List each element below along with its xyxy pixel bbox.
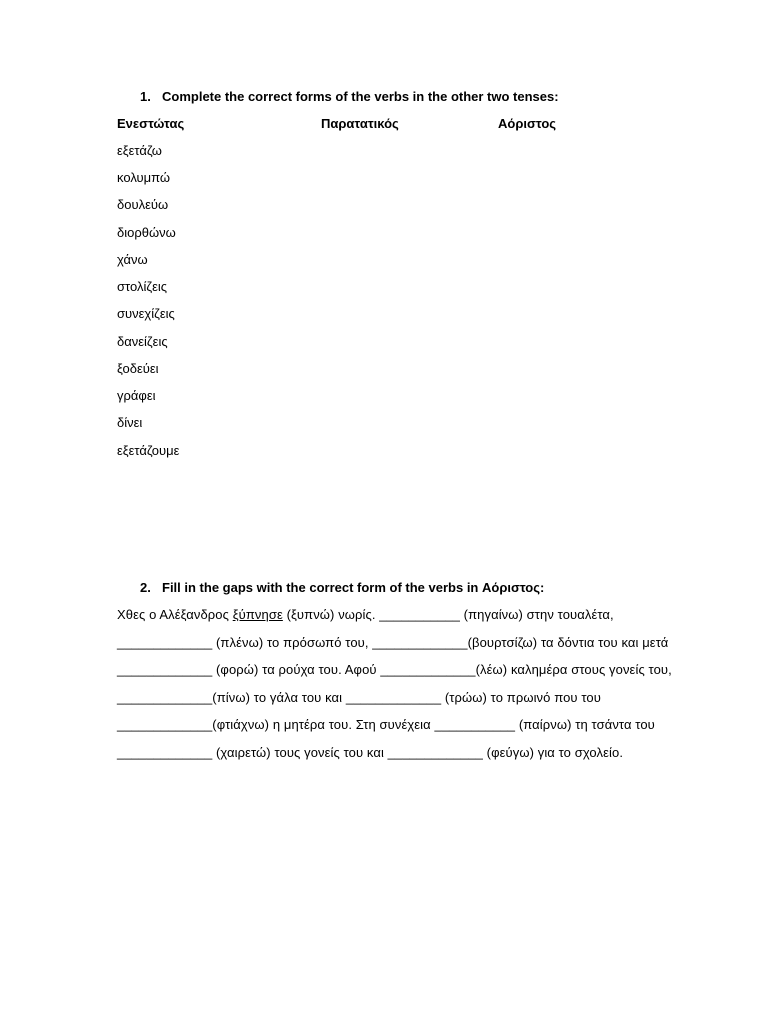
paragraph-line-5: _____________(φτιάχνω) η μητέρα του. Στη συνέχεια ___________ (παίρνω) τη τσάντα του — [117, 717, 655, 732]
verb-item: συνεχίζεις — [117, 306, 175, 321]
verb-item: κολυμπώ — [117, 170, 171, 185]
verb-item: διορθώνω — [117, 225, 176, 240]
verb-item: εξετάζουμε — [117, 443, 180, 458]
column-header-imperfect: Παρατατικός — [321, 116, 399, 131]
verb-item: δίνει — [117, 415, 143, 430]
section1-title: Complete the correct forms of the verbs in the other two tenses: — [162, 89, 559, 104]
section2-title: Fill in the gaps with the correct form of the verbs in Αόριστος: — [162, 580, 545, 595]
section2-heading — [140, 580, 544, 595]
verb-item: δουλεύω — [117, 197, 169, 212]
column-header-aorist: Αόριστος — [498, 116, 557, 131]
line1-after: (ξυπνώ) νωρίς. ___________ (πηγαίνω) στην τουαλέτα, — [282, 607, 614, 622]
line1-before: Χθες ο Αλέξανδρος — [117, 607, 233, 622]
paragraph-line-3: _____________ (φορώ) τα ρούχα του. Αφού _____________(λέω) καλημέρα στους γονείς του, — [117, 662, 672, 677]
example-answer: ξύπνησε — [232, 607, 283, 622]
section1-number: 1. — [140, 89, 151, 104]
section2-number: 2. — [140, 580, 151, 595]
paragraph-line-6: _____________ (χαιρετώ) τους γονείς του και _____________ (φεύγω) για το σχολείο. — [117, 745, 624, 760]
verb-item: εξετάζω — [117, 143, 162, 158]
column-header-present: Ενεστώτας — [117, 116, 185, 131]
paragraph-line-2: _____________ (πλένω) το πρόσωπό του, _____________(βουρτσίζω) τα δόντια του και μετά — [117, 635, 669, 650]
verb-item: στολίζεις — [117, 279, 168, 294]
section1-heading — [140, 89, 559, 104]
paragraph-line-4: _____________(πίνω) το γάλα του και _____________ (τρώω) το πρωινό που του — [117, 690, 601, 705]
verb-item: δανείζεις — [117, 334, 168, 349]
verb-item: ξοδεύει — [117, 361, 159, 376]
verb-item: χάνω — [117, 252, 148, 267]
paragraph-line-1 — [117, 607, 614, 622]
verb-item: γράφει — [117, 388, 156, 403]
